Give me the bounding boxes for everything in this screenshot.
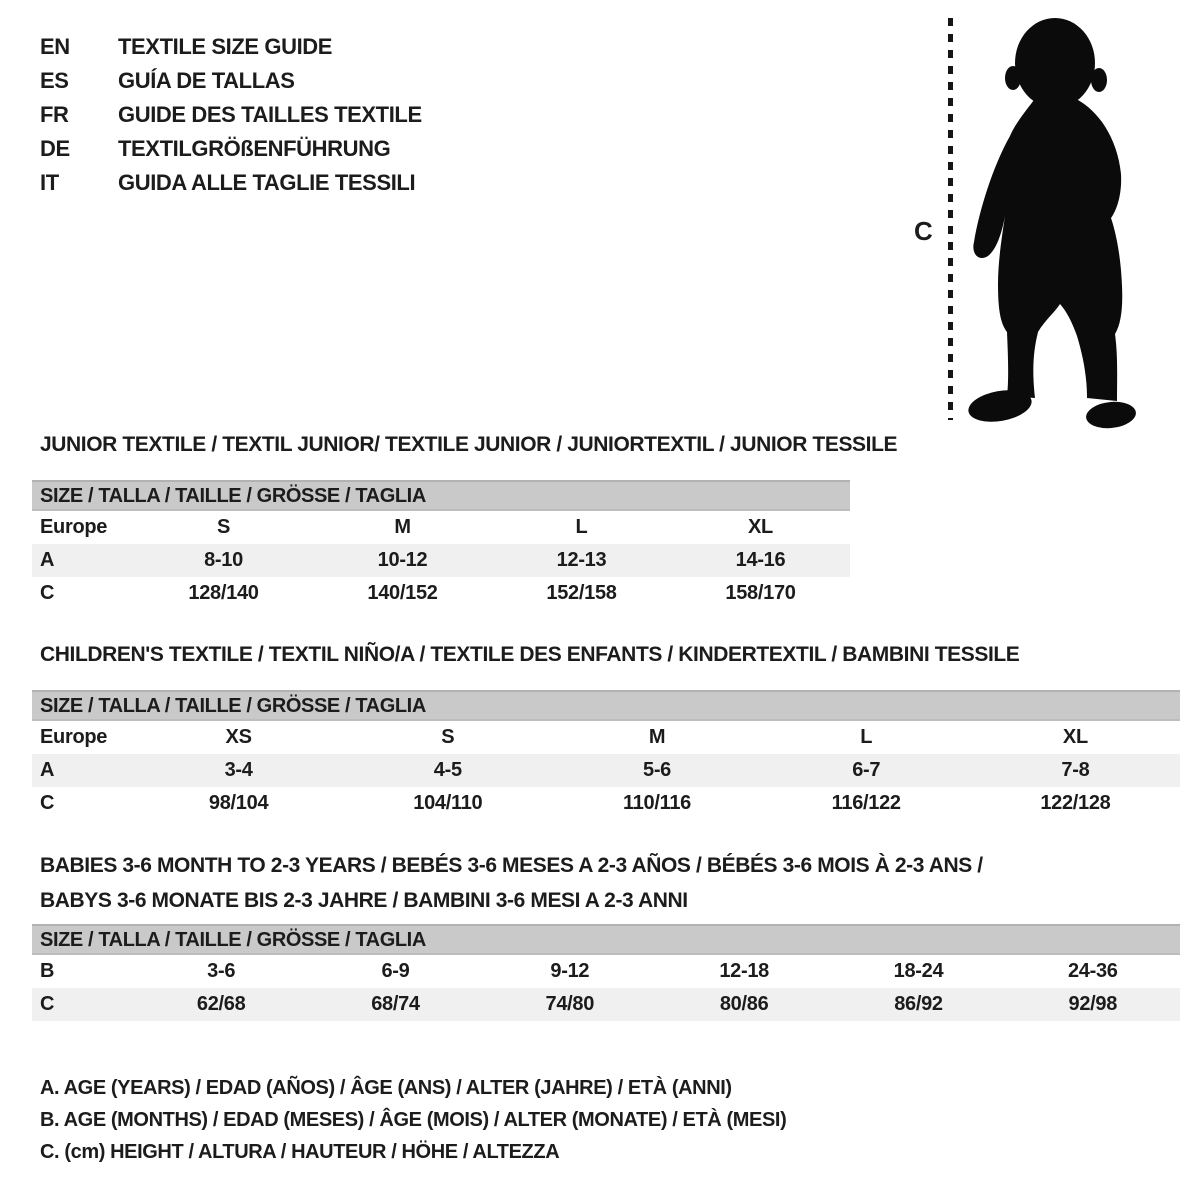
row-label: B xyxy=(40,960,55,982)
cell: 6-7 xyxy=(852,759,881,781)
babies-size-table xyxy=(32,924,1180,1021)
table-row-height xyxy=(32,988,1180,1021)
language-code: DE xyxy=(40,136,70,161)
language-title: GUIDA ALLE TAGLIE TESSILI xyxy=(118,170,416,195)
junior-size-table xyxy=(32,480,850,610)
cell: 122/128 xyxy=(1040,792,1111,814)
toddler-silhouette-icon xyxy=(965,16,1140,431)
language-code: IT xyxy=(40,170,59,195)
cell: 3-4 xyxy=(224,759,253,781)
cell: 5-6 xyxy=(643,759,672,781)
row-label: A xyxy=(40,759,55,781)
row-label: C xyxy=(40,582,55,604)
height-measure-dashed-line xyxy=(948,18,953,420)
cell: 12-13 xyxy=(556,549,607,571)
cell: 80/86 xyxy=(719,993,769,1015)
language-title: GUÍA DE TALLAS xyxy=(118,68,295,93)
language-row-es xyxy=(40,64,422,98)
cell: 62/68 xyxy=(196,993,246,1015)
table-row-height xyxy=(32,577,850,610)
language-row-de xyxy=(40,132,422,166)
row-label: Europe xyxy=(40,516,108,538)
cell: S xyxy=(441,726,455,748)
height-measure-label: C xyxy=(914,216,933,246)
size-header-bar: SIZE / TALLA / TAILLE / GRÖSSE / TAGLIA xyxy=(32,924,1180,955)
cell: 116/122 xyxy=(831,792,901,814)
cell: 9-12 xyxy=(550,960,590,982)
cell: S xyxy=(216,516,231,538)
cell: 7-8 xyxy=(1061,759,1090,781)
children-size-table xyxy=(32,690,1180,820)
table-row-age xyxy=(32,544,850,577)
row-label: C xyxy=(40,792,55,814)
language-title: GUIDE DES TAILLES TEXTILE xyxy=(118,102,422,127)
language-row-en xyxy=(40,30,422,64)
table-row-age-months xyxy=(32,955,1180,988)
table-row-height xyxy=(32,787,1180,820)
cell: L xyxy=(860,726,873,748)
table-row-europe xyxy=(32,511,850,544)
language-row-fr xyxy=(40,98,422,132)
section-title: JUNIOR TEXTILE / TEXTIL JUNIOR/ TEXTILE JUNIOR / JUNIORTEXTIL / JUNIOR TESSILE xyxy=(40,433,898,456)
cell: 68/74 xyxy=(371,993,420,1015)
cell: 74/80 xyxy=(545,993,595,1015)
language-list xyxy=(40,30,422,200)
language-code: ES xyxy=(40,68,69,93)
cell: 10-12 xyxy=(377,549,428,571)
footnotes xyxy=(40,1072,786,1168)
cell: 128/140 xyxy=(188,582,259,604)
row-label: Europe xyxy=(40,726,108,748)
cell: L xyxy=(575,516,588,538)
size-header-bar: SIZE / TALLA / TAILLE / GRÖSSE / TAGLIA xyxy=(32,480,850,511)
cell: M xyxy=(648,726,666,748)
cell: 18-24 xyxy=(893,960,944,982)
section-title: CHILDREN'S TEXTILE / TEXTIL NIÑO/A / TEXTILE DES ENFANTS / KINDERTEXTIL / BAMBINI TESSILE xyxy=(40,643,1020,666)
language-code: EN xyxy=(40,34,70,59)
cell: 86/92 xyxy=(894,993,943,1015)
cell: 24-36 xyxy=(1067,960,1118,982)
cell: XL xyxy=(748,516,773,538)
cell: 3-6 xyxy=(207,960,236,982)
cell: 4-5 xyxy=(433,759,462,781)
section-babies-textile xyxy=(32,848,1180,1021)
language-title: TEXTILE SIZE GUIDE xyxy=(118,34,333,59)
cell: 152/158 xyxy=(546,582,617,604)
cell: 110/116 xyxy=(623,792,691,814)
footnote-b: B. AGE (MONTHS) / EDAD (MESES) / ÂGE (MOIS) / ALTER (MONATE) / ETÀ (MESI) xyxy=(40,1109,787,1131)
cell: M xyxy=(394,516,411,538)
footnote-c: C. (cm) HEIGHT / ALTURA / HAUTEUR / HÖHE / ALTEZZA xyxy=(40,1141,560,1163)
cell: 92/98 xyxy=(1068,993,1118,1015)
cell: 98/104 xyxy=(208,792,269,814)
cell: 6-9 xyxy=(381,960,410,982)
cell: 8-10 xyxy=(204,549,243,571)
section-childrens-textile xyxy=(32,642,1180,820)
cell: 12-18 xyxy=(719,960,769,982)
footnote-a: A. AGE (YEARS) / EDAD (AÑOS) / ÂGE (ANS) / ALTER (JAHRE) / ETÀ (ANNI) xyxy=(40,1077,732,1099)
section-title-line-1: BABIES 3-6 MONTH TO 2-3 YEARS / BEBÉS 3-6 MESES A 2-3 AÑOS / BÉBÉS 3-6 MOIS À 2-3 ANS / xyxy=(40,854,983,877)
table-row-europe xyxy=(32,721,1180,754)
cell: 158/170 xyxy=(725,582,796,604)
language-title: TEXTILGRÖßENFÜHRUNG xyxy=(118,136,391,161)
section-title-line-2: BABYS 3-6 MONATE BIS 2-3 JAHRE / BAMBINI 3-6 MESI A 2-3 ANNI xyxy=(40,889,688,912)
row-label: C xyxy=(40,993,55,1015)
cell: 140/152 xyxy=(367,582,438,604)
cell: 14-16 xyxy=(735,549,786,571)
language-row-it xyxy=(40,166,422,200)
cell: 104/110 xyxy=(413,792,483,814)
section-junior-textile xyxy=(32,432,898,610)
size-header-bar: SIZE / TALLA / TAILLE / GRÖSSE / TAGLIA xyxy=(32,690,1180,721)
cell: XL xyxy=(1062,726,1088,748)
table-row-age xyxy=(32,754,1180,787)
language-code: FR xyxy=(40,102,69,127)
cell: XS xyxy=(225,726,252,748)
row-label: A xyxy=(40,549,55,571)
